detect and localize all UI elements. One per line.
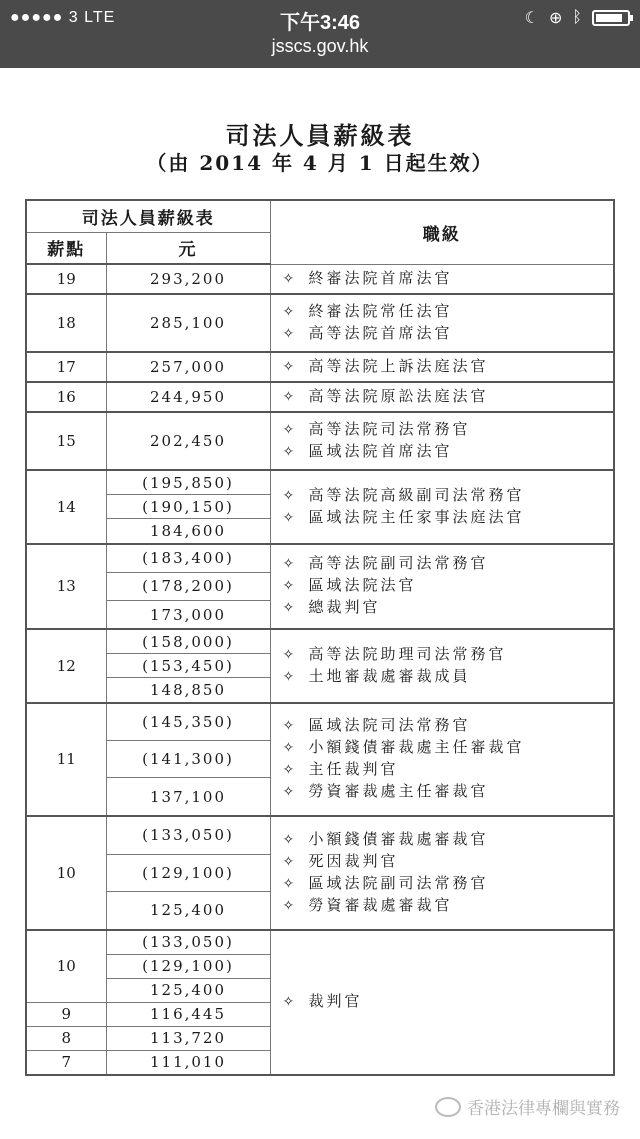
salary-amount-cell: 293,200 <box>106 264 270 294</box>
rank-label: 高等法院助理司法常務官 <box>308 644 507 663</box>
rank-item <box>283 441 614 463</box>
table-row <box>26 816 614 854</box>
salary-table <box>25 199 615 1076</box>
table-row <box>26 352 614 382</box>
watermark <box>435 1094 620 1119</box>
rank-cell <box>270 294 614 352</box>
rank-cell <box>270 470 614 543</box>
rank-cell <box>270 703 614 817</box>
rank-label: 高等法院司法常務官 <box>308 420 471 439</box>
diamond-bullet-icon: ✧ <box>282 444 298 461</box>
rank-item <box>283 268 614 290</box>
salary-amount-cell: (145,350) <box>106 703 270 741</box>
salary-amount-cell: 116,445 <box>106 1002 270 1026</box>
rank-label: 高等法院首席法官 <box>308 323 453 342</box>
diamond-bullet-icon: ✧ <box>282 646 298 663</box>
diamond-bullet-icon: ✧ <box>282 325 298 342</box>
salary-amount-cell: (190,150) <box>106 495 270 519</box>
rank-label: 總裁判官 <box>308 598 381 617</box>
salary-amount-cell: 137,100 <box>106 778 270 816</box>
table-row <box>26 629 614 654</box>
diamond-bullet-icon: ✧ <box>282 668 298 685</box>
rank-label: 小額錢債審裁處主任審裁官 <box>308 738 525 757</box>
salary-amount-cell: 113,720 <box>106 1026 270 1050</box>
rank-item <box>283 507 614 529</box>
rank-item <box>283 485 614 507</box>
diamond-bullet-icon: ✧ <box>282 718 298 735</box>
rank-item <box>283 851 614 873</box>
diamond-bullet-icon: ✧ <box>282 358 298 375</box>
diamond-bullet-icon: ✧ <box>282 556 298 573</box>
table-header-amount: 元 <box>106 232 270 264</box>
salary-amount-cell: 285,100 <box>106 294 270 352</box>
rank-item <box>283 873 614 895</box>
rank-cell <box>270 816 614 930</box>
pay-point-cell: 19 <box>26 264 106 294</box>
diamond-bullet-icon: ✧ <box>282 784 298 801</box>
status-bar <box>0 0 640 68</box>
pay-point-cell: 18 <box>26 294 106 352</box>
rank-label: 主任裁判官 <box>308 760 399 779</box>
rank-item <box>283 553 614 575</box>
rank-label: 區域法院首席法官 <box>308 442 453 461</box>
salary-amount-cell: (129,100) <box>106 854 270 891</box>
rank-label: 終審法院常任法官 <box>308 301 453 320</box>
salary-amount-cell: (133,050) <box>106 816 270 854</box>
rank-item <box>283 301 614 323</box>
rank-cell <box>270 352 614 382</box>
salary-amount-cell: (178,200) <box>106 572 270 600</box>
rank-label: 區域法院副司法常務官 <box>308 873 489 892</box>
rank-item <box>283 323 614 345</box>
wechat-icon <box>435 1097 461 1117</box>
rank-item <box>283 737 614 759</box>
salary-amount-cell: (153,450) <box>106 654 270 678</box>
salary-amount-cell: (129,100) <box>106 954 270 978</box>
battery-icon <box>592 10 630 26</box>
salary-amount-cell: 173,000 <box>106 600 270 629</box>
diamond-bullet-icon: ✧ <box>282 422 298 439</box>
rank-item <box>283 715 614 737</box>
battery-level <box>596 14 622 22</box>
rank-label: 高等法院原訟法庭法官 <box>308 387 489 406</box>
rank-label: 土地審裁處審裁成員 <box>308 666 471 685</box>
diamond-bullet-icon: ✧ <box>282 270 298 287</box>
rank-item <box>283 781 614 803</box>
rank-label: 勞資審裁處審裁官 <box>308 895 453 914</box>
status-icons <box>525 8 630 28</box>
signal-indicator: ●●●●● 3 LTE <box>10 9 116 26</box>
salary-amount-cell: (183,400) <box>106 544 270 573</box>
watermark-text: 香港法律專欄與實務 <box>467 1099 620 1119</box>
rank-label: 高等法院副司法常務官 <box>308 554 489 573</box>
pay-point-cell: 10 <box>26 816 106 930</box>
diamond-bullet-icon: ✧ <box>282 389 298 406</box>
rank-label: 區域法院司法常務官 <box>308 716 471 735</box>
diamond-bullet-icon: ✧ <box>282 831 298 848</box>
diamond-bullet-icon: ✧ <box>282 487 298 504</box>
table-row <box>26 703 614 741</box>
document-title: 司法人員薪級表 <box>225 121 415 150</box>
address-url[interactable]: jsscs.gov.hk <box>271 36 369 56</box>
pay-point-cell: 11 <box>26 703 106 817</box>
pay-point-cell: 12 <box>26 629 106 702</box>
table-row <box>26 264 614 294</box>
salary-amount-cell: 202,450 <box>106 412 270 470</box>
table-header-point: 薪點 <box>26 232 106 264</box>
pay-point-cell: 9 <box>26 1002 106 1026</box>
salary-amount-cell: (141,300) <box>106 741 270 778</box>
rank-item <box>283 419 614 441</box>
pay-point-cell: 7 <box>26 1050 106 1075</box>
diamond-bullet-icon: ✧ <box>282 578 298 595</box>
rank-item <box>283 829 614 851</box>
rank-cell <box>270 629 614 702</box>
rank-cell <box>270 382 614 412</box>
bluetooth-icon: ᛒ <box>572 9 582 26</box>
moon-icon: ☾ <box>524 10 539 27</box>
salary-amount-cell: 244,950 <box>106 382 270 412</box>
salary-amount-cell: (195,850) <box>106 470 270 495</box>
document-subtitle: （由 2014 年 4 月 1 日起生效） <box>146 151 494 175</box>
rank-item <box>283 895 614 917</box>
salary-amount-cell: 257,000 <box>106 352 270 382</box>
rank-item <box>283 356 614 378</box>
pay-point-cell: 10 <box>26 930 106 1003</box>
table-row <box>26 412 614 470</box>
diamond-bullet-icon: ✧ <box>282 740 298 757</box>
diamond-bullet-icon: ✧ <box>282 875 298 892</box>
rank-label: 區域法院主任家事法庭法官 <box>308 507 525 526</box>
rank-cell <box>270 544 614 630</box>
table-header-rank: 職級 <box>270 200 614 264</box>
salary-amount-cell: 125,400 <box>106 891 270 929</box>
diamond-bullet-icon: ✧ <box>282 600 298 617</box>
rank-label: 小額錢債審裁處審裁官 <box>308 829 489 848</box>
table-row <box>26 544 614 573</box>
salary-amount-cell: (133,050) <box>106 930 270 955</box>
salary-table-body <box>26 264 614 1075</box>
rank-cell <box>270 264 614 294</box>
table-row <box>26 382 614 412</box>
rank-item <box>283 575 614 597</box>
rank-item <box>283 597 614 619</box>
salary-amount-cell: 148,850 <box>106 678 270 703</box>
rank-label: 勞資審裁處主任審裁官 <box>308 782 489 801</box>
diamond-bullet-icon: ✧ <box>282 303 298 320</box>
rank-item <box>283 386 614 408</box>
rank-label: 高等法院高級副司法常務官 <box>308 485 525 504</box>
rank-label: 區域法院法官 <box>308 576 417 595</box>
diamond-bullet-icon: ✧ <box>282 994 298 1011</box>
salary-amount-cell: (158,000) <box>106 629 270 654</box>
rank-item <box>283 759 614 781</box>
pay-point-cell: 14 <box>26 470 106 543</box>
rank-label: 高等法院上訴法庭法官 <box>308 356 489 375</box>
rank-item <box>283 991 614 1013</box>
pay-point-cell: 8 <box>26 1026 106 1050</box>
rotation-lock-icon: ⊕ <box>548 10 563 27</box>
table-header-group: 司法人員薪級表 <box>26 200 270 232</box>
rank-cell <box>270 412 614 470</box>
rank-item <box>283 666 614 688</box>
rank-label: 死因裁判官 <box>308 851 399 870</box>
pay-point-cell: 13 <box>26 544 106 630</box>
salary-amount-cell: 125,400 <box>106 978 270 1002</box>
pay-point-cell: 16 <box>26 382 106 412</box>
pay-point-cell: 15 <box>26 412 106 470</box>
rank-label: 終審法院首席法官 <box>308 268 453 287</box>
diamond-bullet-icon: ✧ <box>282 762 298 779</box>
diamond-bullet-icon: ✧ <box>282 897 298 914</box>
pay-point-cell: 17 <box>26 352 106 382</box>
table-row <box>26 294 614 352</box>
clock: 下午3:46 <box>279 12 361 34</box>
rank-label: 裁判官 <box>308 992 363 1011</box>
salary-amount-cell: 111,010 <box>106 1050 270 1075</box>
rank-cell <box>270 930 614 1075</box>
diamond-bullet-icon: ✧ <box>282 509 298 526</box>
table-row <box>26 930 614 955</box>
rank-item <box>283 644 614 666</box>
diamond-bullet-icon: ✧ <box>282 853 298 870</box>
salary-amount-cell: 184,600 <box>106 519 270 544</box>
table-row <box>26 470 614 495</box>
